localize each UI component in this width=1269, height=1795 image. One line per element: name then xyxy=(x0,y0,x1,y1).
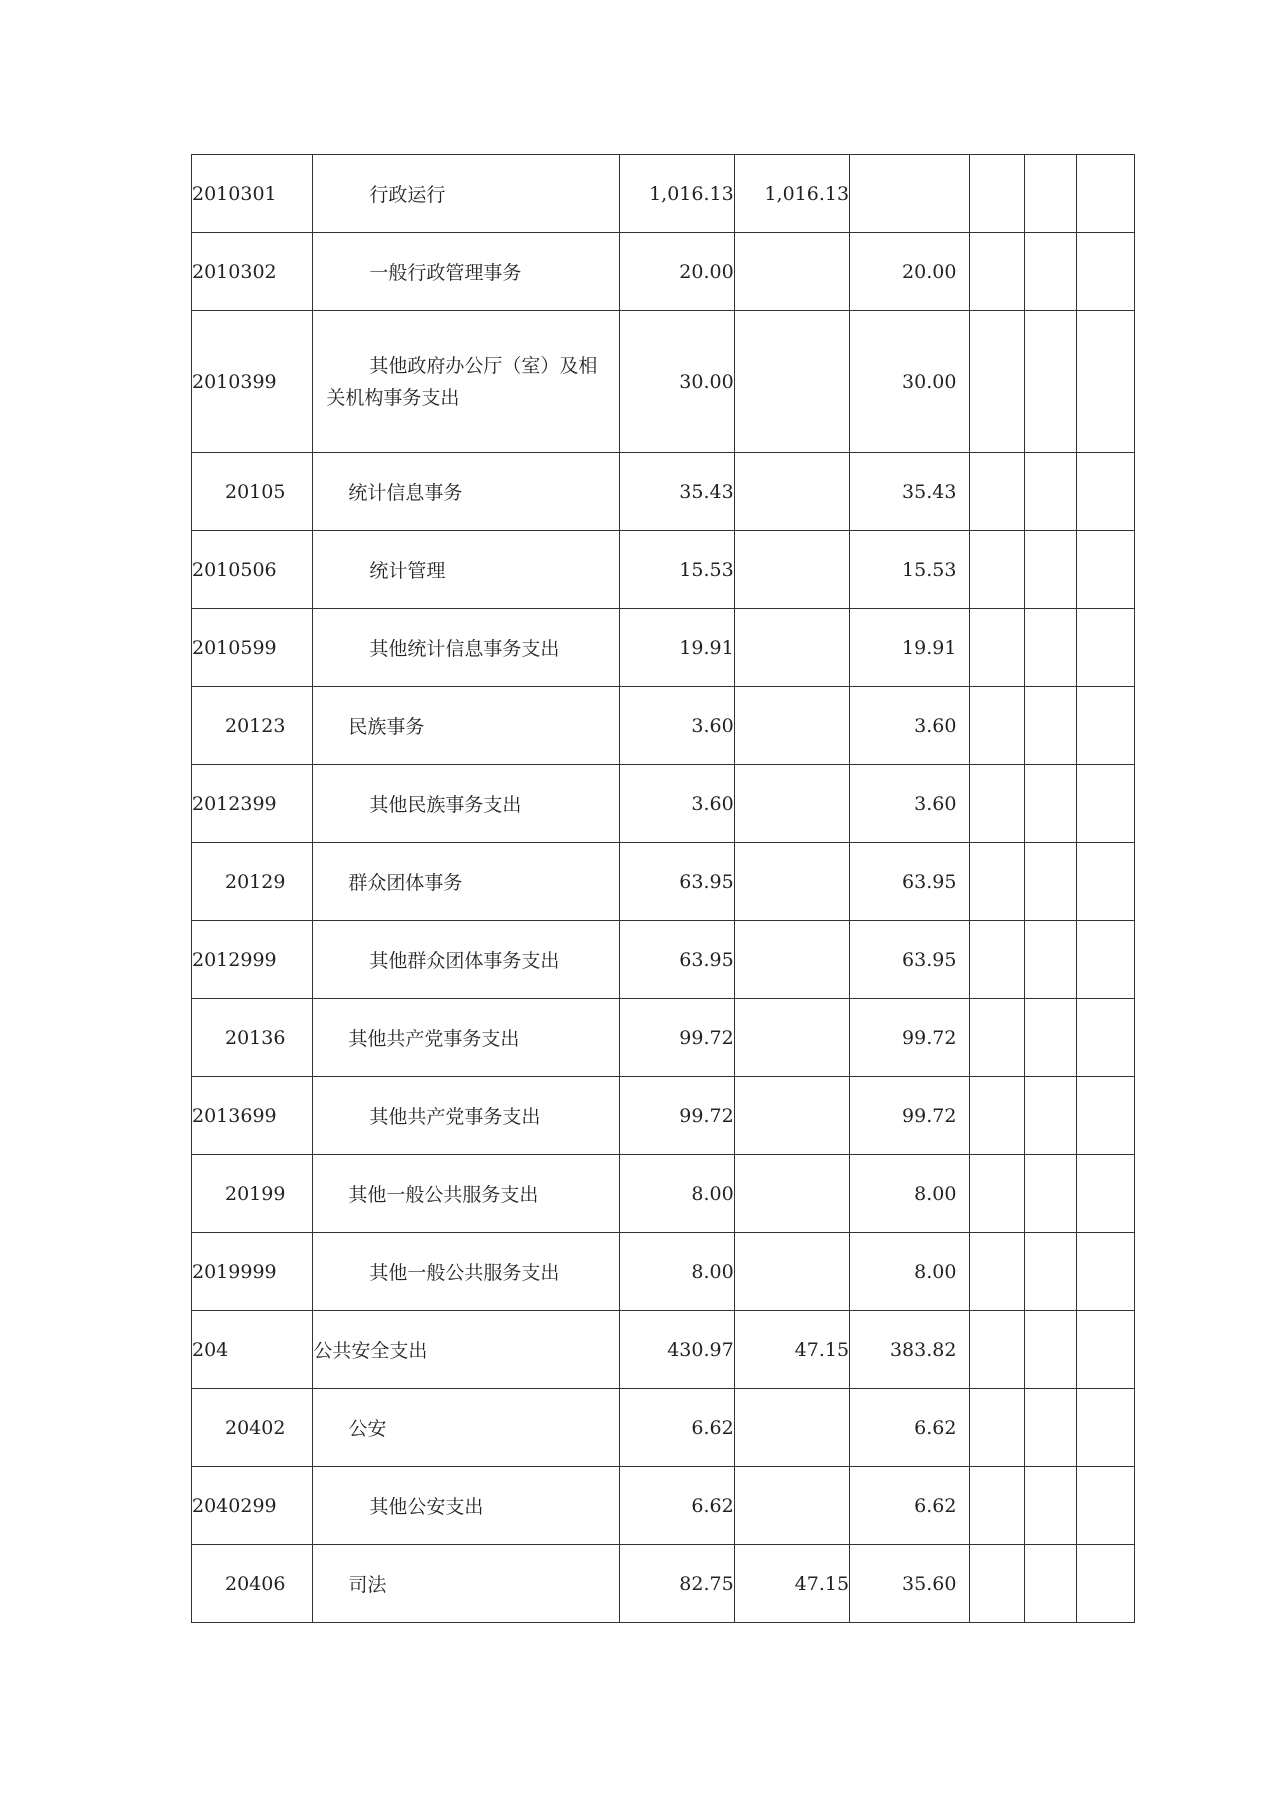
table-row xyxy=(192,999,1135,1077)
total-amount: 3.60 xyxy=(620,687,734,765)
subject-code: 2010399 xyxy=(192,311,313,453)
project-expenditure: 30.00 xyxy=(850,311,970,453)
empty-cell xyxy=(1076,765,1134,843)
empty-cell xyxy=(1076,233,1134,311)
project-expenditure: 383.82 xyxy=(850,1311,970,1389)
basic-expenditure xyxy=(734,765,849,843)
project-expenditure: 3.60 xyxy=(850,687,970,765)
empty-cell xyxy=(970,921,1024,999)
empty-cell xyxy=(1076,687,1134,765)
empty-cell xyxy=(970,1389,1024,1467)
subject-code: 20199 xyxy=(192,1155,313,1233)
subject-code: 2012999 xyxy=(192,921,313,999)
empty-cell xyxy=(970,531,1024,609)
table-row xyxy=(192,609,1135,687)
empty-cell xyxy=(1024,233,1076,311)
empty-cell xyxy=(1076,1077,1134,1155)
total-amount: 8.00 xyxy=(620,1233,734,1311)
empty-cell xyxy=(970,155,1024,233)
basic-expenditure xyxy=(734,1389,849,1467)
subject-code: 2040299 xyxy=(192,1467,313,1545)
empty-cell xyxy=(1024,1467,1076,1545)
table-body xyxy=(192,155,1135,1623)
subject-code: 204 xyxy=(192,1311,313,1389)
empty-cell xyxy=(1076,999,1134,1077)
empty-cell xyxy=(970,999,1024,1077)
basic-expenditure xyxy=(734,999,849,1077)
total-amount: 99.72 xyxy=(620,1077,734,1155)
basic-expenditure xyxy=(734,453,849,531)
table-row xyxy=(192,1389,1135,1467)
total-amount: 63.95 xyxy=(620,921,734,999)
project-expenditure: 35.43 xyxy=(850,453,970,531)
empty-cell xyxy=(1024,843,1076,921)
basic-expenditure: 47.15 xyxy=(734,1311,849,1389)
empty-cell xyxy=(970,687,1024,765)
empty-cell xyxy=(970,233,1024,311)
basic-expenditure: 47.15 xyxy=(734,1545,849,1623)
table-row xyxy=(192,531,1135,609)
empty-cell xyxy=(1024,609,1076,687)
empty-cell xyxy=(1076,1155,1134,1233)
empty-cell xyxy=(1024,311,1076,453)
empty-cell xyxy=(1024,453,1076,531)
empty-cell xyxy=(970,765,1024,843)
subject-name: 行政运行 xyxy=(313,155,620,233)
project-expenditure: 63.95 xyxy=(850,921,970,999)
empty-cell xyxy=(1024,1545,1076,1623)
empty-cell xyxy=(970,453,1024,531)
basic-expenditure xyxy=(734,921,849,999)
empty-cell xyxy=(1076,1311,1134,1389)
subject-code: 20406 xyxy=(192,1545,313,1623)
table-row xyxy=(192,1467,1135,1545)
project-expenditure: 8.00 xyxy=(850,1155,970,1233)
basic-expenditure xyxy=(734,1467,849,1545)
empty-cell xyxy=(1076,453,1134,531)
project-expenditure: 99.72 xyxy=(850,1077,970,1155)
project-expenditure: 15.53 xyxy=(850,531,970,609)
empty-cell xyxy=(1024,1233,1076,1311)
total-amount: 19.91 xyxy=(620,609,734,687)
table-row xyxy=(192,155,1135,233)
empty-cell xyxy=(1024,1155,1076,1233)
table-row xyxy=(192,233,1135,311)
subject-name: 其他统计信息事务支出 xyxy=(313,609,620,687)
empty-cell xyxy=(1024,921,1076,999)
empty-cell xyxy=(1024,531,1076,609)
table-row xyxy=(192,765,1135,843)
subject-name: 其他群众团体事务支出 xyxy=(313,921,620,999)
empty-cell xyxy=(970,609,1024,687)
subject-code: 2010302 xyxy=(192,233,313,311)
empty-cell xyxy=(970,1233,1024,1311)
total-amount: 8.00 xyxy=(620,1155,734,1233)
subject-name: 一般行政管理事务 xyxy=(313,233,620,311)
basic-expenditure xyxy=(734,1077,849,1155)
subject-code: 2019999 xyxy=(192,1233,313,1311)
empty-cell xyxy=(1024,999,1076,1077)
project-expenditure: 20.00 xyxy=(850,233,970,311)
empty-cell xyxy=(970,1311,1024,1389)
subject-name: 其他共产党事务支出 xyxy=(313,1077,620,1155)
subject-name: 其他共产党事务支出 xyxy=(313,999,620,1077)
empty-cell xyxy=(1024,765,1076,843)
project-expenditure: 8.00 xyxy=(850,1233,970,1311)
budget-table xyxy=(191,154,1135,1623)
empty-cell xyxy=(1024,687,1076,765)
empty-cell xyxy=(1024,1077,1076,1155)
table-row xyxy=(192,1233,1135,1311)
basic-expenditure xyxy=(734,609,849,687)
empty-cell xyxy=(970,1155,1024,1233)
table-row xyxy=(192,843,1135,921)
empty-cell xyxy=(1024,1389,1076,1467)
subject-name: 其他一般公共服务支出 xyxy=(313,1233,620,1311)
basic-expenditure xyxy=(734,843,849,921)
empty-cell xyxy=(1076,1233,1134,1311)
total-amount: 35.43 xyxy=(620,453,734,531)
table-row xyxy=(192,453,1135,531)
subject-name: 统计信息事务 xyxy=(313,453,620,531)
table-row xyxy=(192,921,1135,999)
subject-name: 其他民族事务支出 xyxy=(313,765,620,843)
project-expenditure: 35.60 xyxy=(850,1545,970,1623)
subject-name: 公共安全支出 xyxy=(313,1311,620,1389)
project-expenditure: 19.91 xyxy=(850,609,970,687)
subject-code: 20129 xyxy=(192,843,313,921)
subject-code: 2010301 xyxy=(192,155,313,233)
subject-name: 其他一般公共服务支出 xyxy=(313,1155,620,1233)
table-row xyxy=(192,1077,1135,1155)
empty-cell xyxy=(970,1545,1024,1623)
empty-cell xyxy=(970,1077,1024,1155)
empty-cell xyxy=(1076,531,1134,609)
table-row xyxy=(192,1311,1135,1389)
subject-code: 2010506 xyxy=(192,531,313,609)
total-amount: 3.60 xyxy=(620,765,734,843)
total-amount: 63.95 xyxy=(620,843,734,921)
total-amount: 99.72 xyxy=(620,999,734,1077)
empty-cell xyxy=(1076,1467,1134,1545)
subject-code: 20136 xyxy=(192,999,313,1077)
total-amount: 15.53 xyxy=(620,531,734,609)
empty-cell xyxy=(970,311,1024,453)
basic-expenditure xyxy=(734,1233,849,1311)
basic-expenditure xyxy=(734,1155,849,1233)
project-expenditure: 6.62 xyxy=(850,1467,970,1545)
total-amount: 6.62 xyxy=(620,1467,734,1545)
total-amount: 1,016.13 xyxy=(620,155,734,233)
subject-code: 2010599 xyxy=(192,609,313,687)
basic-expenditure: 1,016.13 xyxy=(734,155,849,233)
basic-expenditure xyxy=(734,233,849,311)
empty-cell xyxy=(1024,1311,1076,1389)
total-amount: 82.75 xyxy=(620,1545,734,1623)
table-row xyxy=(192,1155,1135,1233)
empty-cell xyxy=(970,843,1024,921)
project-expenditure: 6.62 xyxy=(850,1389,970,1467)
subject-name: 其他公安支出 xyxy=(313,1467,620,1545)
subject-code: 20105 xyxy=(192,453,313,531)
subject-name: 群众团体事务 xyxy=(313,843,620,921)
project-expenditure: 3.60 xyxy=(850,765,970,843)
basic-expenditure xyxy=(734,687,849,765)
empty-cell xyxy=(970,1467,1024,1545)
subject-name: 司法 xyxy=(313,1545,620,1623)
table-row xyxy=(192,311,1135,453)
subject-name: 其他政府办公厅（室）及相关机构事务支出 xyxy=(313,311,620,453)
project-expenditure xyxy=(850,155,970,233)
subject-code: 2013699 xyxy=(192,1077,313,1155)
table-row xyxy=(192,1545,1135,1623)
subject-code: 20123 xyxy=(192,687,313,765)
project-expenditure: 63.95 xyxy=(850,843,970,921)
empty-cell xyxy=(1076,1389,1134,1467)
empty-cell xyxy=(1076,155,1134,233)
total-amount: 20.00 xyxy=(620,233,734,311)
empty-cell xyxy=(1024,155,1076,233)
total-amount: 6.62 xyxy=(620,1389,734,1467)
empty-cell xyxy=(1076,609,1134,687)
subject-name: 民族事务 xyxy=(313,687,620,765)
project-expenditure: 99.72 xyxy=(850,999,970,1077)
basic-expenditure xyxy=(734,311,849,453)
subject-name: 统计管理 xyxy=(313,531,620,609)
subject-code: 2012399 xyxy=(192,765,313,843)
subject-code: 20402 xyxy=(192,1389,313,1467)
empty-cell xyxy=(1076,311,1134,453)
total-amount: 430.97 xyxy=(620,1311,734,1389)
empty-cell xyxy=(1076,843,1134,921)
empty-cell xyxy=(1076,1545,1134,1623)
subject-name: 公安 xyxy=(313,1389,620,1467)
basic-expenditure xyxy=(734,531,849,609)
total-amount: 30.00 xyxy=(620,311,734,453)
table-row xyxy=(192,687,1135,765)
empty-cell xyxy=(1076,921,1134,999)
